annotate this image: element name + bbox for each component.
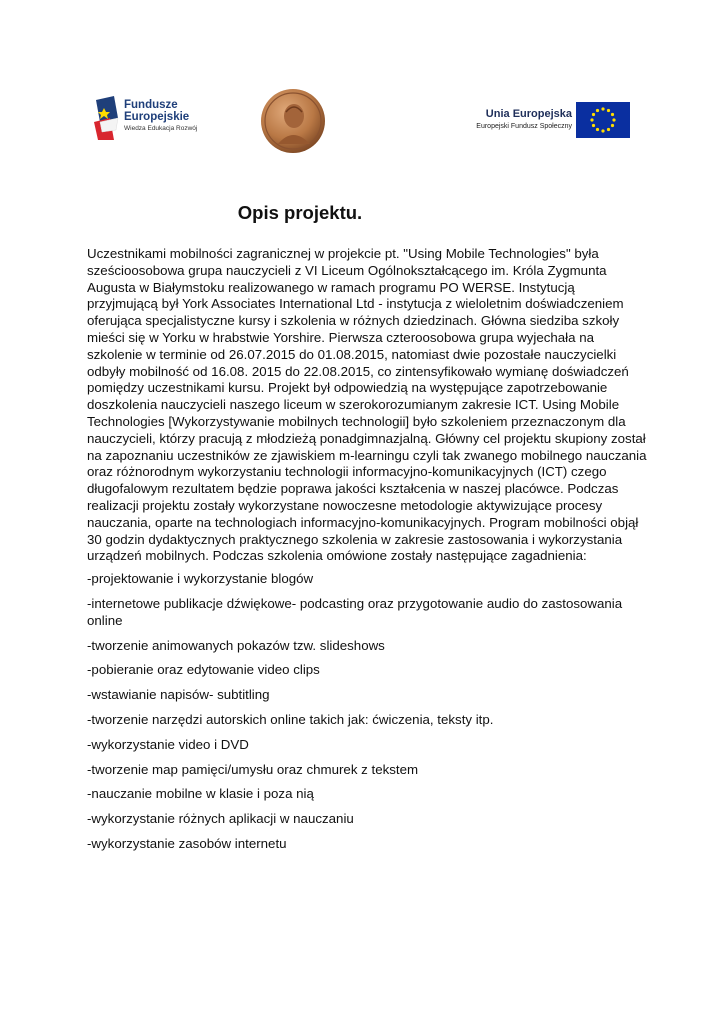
document-title: Opis projektu.: [237, 202, 363, 223]
fundusze-europejskie-logo: [94, 96, 224, 140]
eu-subtitle: Europejski Fundusz Społeczny: [476, 123, 572, 130]
document-body: [87, 246, 647, 861]
topics-list: [87, 571, 647, 853]
eu-flag-icon: [576, 102, 630, 138]
header-logos: [0, 88, 725, 158]
list-item: -internetowe publikacje dźwiękowe- podcasting oraz przygotowanie audio do zastosowania online: [87, 595, 623, 628]
list-item: -wykorzystanie video i DVD: [87, 736, 249, 752]
unia-europejska-logo: [440, 102, 630, 142]
fundusze-flag-icon: [94, 96, 120, 140]
list-item: -tworzenie narzędzi autorskich online takich jak: ćwiczenia, teksty itp.: [87, 711, 494, 727]
list-item: -tworzenie animowanych pokazów tzw. slideshows: [87, 637, 385, 653]
list-item: -wstawianie napisów- subtitling: [87, 687, 270, 703]
funds-title: Fundusze Europejskie: [124, 99, 190, 123]
medal-portrait-image: [260, 88, 326, 154]
list-item: -wykorzystanie różnych aplikacji w nauczaniu: [87, 811, 354, 827]
project-description: Uczestnikami mobilności zagranicznej w projekcie pt. "Using Mobile Technologies" była sześcioosobowa grupa nauczycieli z VI Liceum Ogólnokształcącego im. Króla Zygmunta Augusta w Białymstoku realizowanego w ramach programu PO WERSE. Instytucją przyjmującą był York Associates International Ltd - instytucja z wieloletnim doświadczeniem oferująca specjalistyczne kursy i szkolenia w różnych dziedzinach. Główna siedziba szkoły mieści się w Yorku w hrabstwie Yorshire. Pierwsza czteroosobowa grupa wyjechała na szkolenie w terminie od 26.07.2015 do 01.08.2015, natomiast dwie pozostałe nauczycielki odbyły mobilność od 16.08. 2015 do 22.08.2015, co zintensyfikowało wymianę doświadczeń pomiędzy uczestnikami kursu. Projekt był odpowiedzią na występujące zapotrzebowanie doszkolenia nauczycieli naszego liceum w szerokorozumianym zakresie ICT. Using Mobile Technologies [Wykorzystywanie mobilnych technologii] było szkoleniem przeznaczonym dla nauczycieli, którzy pracują z młodzieżą ponadgimnazjalną. Główny cel projektu skupiony został na zapoznaniu uczestników ze zjawiskiem m-learningu czyli tak zwanego mobilnego nauczania oraz różnorodnym wykorzystaniu technologii informacyjno-komunikacyjnych (ICT) czego długofalowym rezultatem będzie poprawa jakości kształcenia w naszej placówce. Podczas realizacji projektu zostały wykorzystane nowoczesne metodologie aktywizujące procesy nauczania, oparte na technologiach informacyjno-komunikacyjnych. Program mobilności objął 30 godzin dydaktycznych praktycznego szkolenia w zakresie zastosowania i wykorzystania urządzeń mobilnych. Podczas szkolenia omówione zostały następujące zagadnienia:: [87, 246, 647, 564]
list-item: -projektowanie i wykorzystanie blogów: [87, 571, 314, 587]
funds-subtitle: Wiedza Edukacja Rozwój: [124, 125, 198, 132]
list-item: -pobieranie oraz edytowanie video clips: [87, 662, 320, 678]
eu-title: Unia Europejska: [485, 108, 572, 120]
list-item: -wykorzystanie zasobów internetu: [87, 835, 287, 851]
list-item: -tworzenie map pamięci/umysłu oraz chmurek z tekstem: [87, 761, 419, 777]
list-item: -nauczanie mobilne w klasie i poza nią: [87, 786, 314, 802]
